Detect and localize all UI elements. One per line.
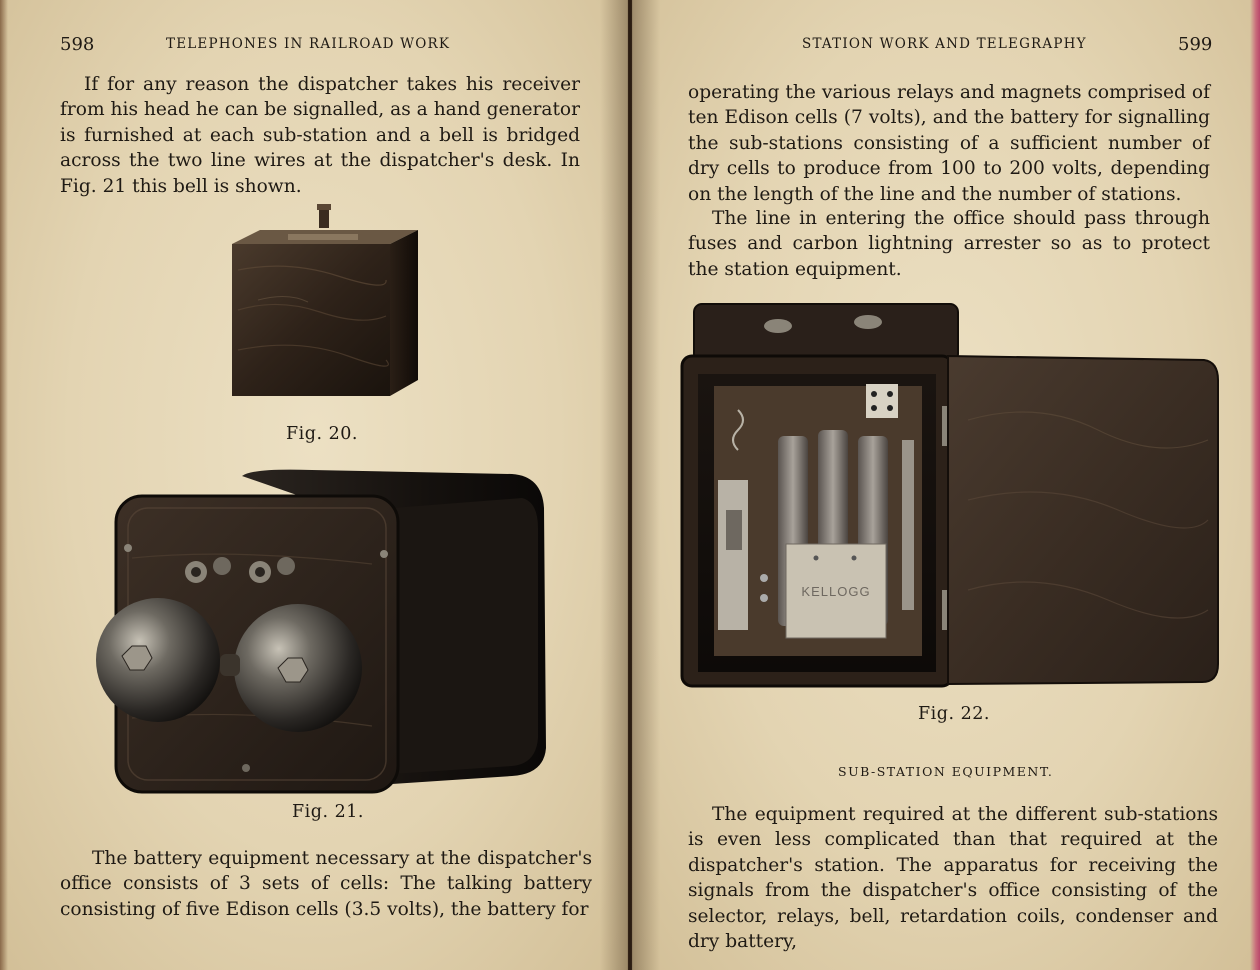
dispatcher-bell-illustration	[92, 468, 554, 804]
right-paragraph-2: The line in entering the office should pass through fuses and carbon lightning arrester so as to protect the station equipment.	[688, 208, 1210, 280]
left-page-number: 598	[60, 34, 95, 55]
page-edge-binding	[1250, 0, 1260, 970]
left-page	[0, 0, 628, 970]
fig21-caption: Fig. 21.	[292, 802, 364, 822]
fig20-caption: Fig. 20.	[286, 424, 358, 444]
left-paragraph-1: If for any reason the dispatcher takes his receiver from his head he can be signalled, as a hand generator is furnished at each sub-station and a bell is bridged across the two line wires at the dispatcher's desk. In Fig. 21 this bell is shown.	[60, 74, 580, 197]
battery-box-illustration	[228, 200, 420, 400]
right-page	[632, 0, 1260, 970]
page-edge-shadow	[0, 0, 8, 970]
fig22-caption: Fig. 22.	[918, 704, 990, 724]
right-paragraph-1: operating the various relays and magnets comprised of ten Edison cells (7 volts), and the battery for signalling the sub-stations consisting of a sufficient number of dry cells to produce from 100 to 200 volts, depending on the length of the line and the number of stations.	[688, 82, 1210, 205]
sub-station-box-illustration	[678, 300, 1222, 690]
left-running-head: TELEPHONES IN RAILROAD WORK	[166, 36, 451, 52]
right-page-number: 599	[1178, 34, 1213, 55]
kellogg-nameplate: KELLOGG	[801, 584, 871, 599]
left-paragraph-2: The battery equipment necessary at the dispatcher's office consists of 3 sets of cells: The talking battery consisting of five Edison cells (3.5 volts), the battery for	[60, 848, 592, 920]
section-heading: SUB-STATION EQUIPMENT.	[838, 764, 1054, 779]
right-paragraph-3: The equipment required at the different sub-stations is even less complicated than that required at the dispatcher's station. The apparatus for receiving the signals from the dispatcher's office consisting of the selector, relays, bell, retardation coils, condenser and dry battery,	[688, 804, 1218, 953]
right-running-head: STATION WORK AND TELEGRAPHY	[802, 36, 1087, 52]
